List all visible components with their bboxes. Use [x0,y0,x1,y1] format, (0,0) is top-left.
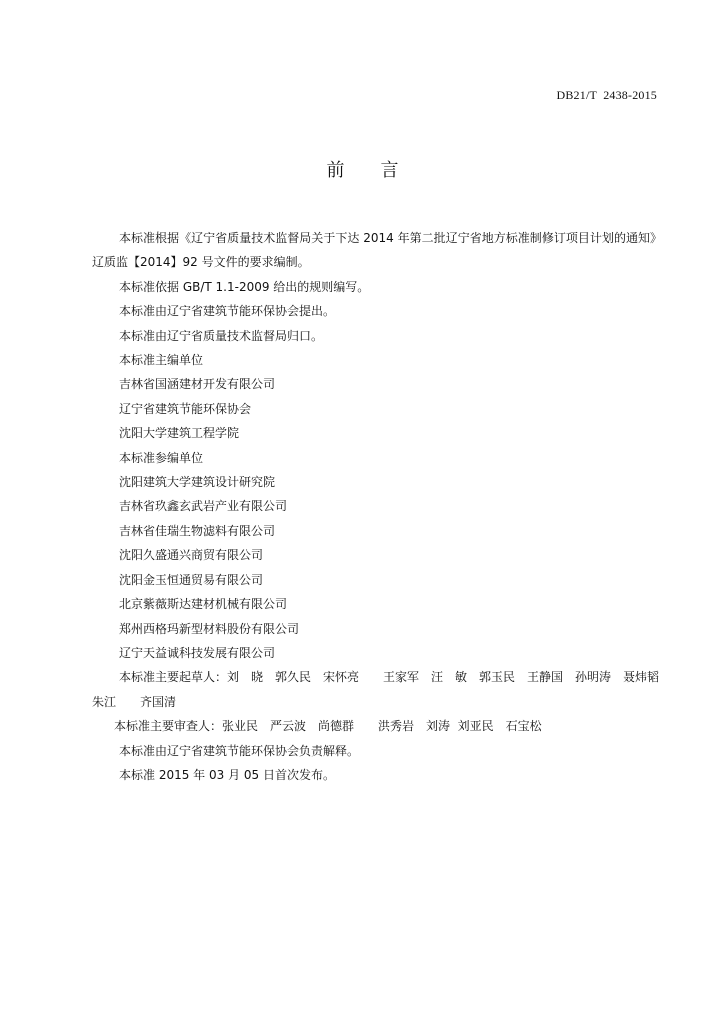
list-item-participating-unit: 沈阳金玉恒通贸易有限公司 [119,572,264,587]
standard-code: DB21/T 2438-2015 [556,88,657,102]
paragraph-rules: 本标准依据 GB/T 1.1-2009 给出的规则编写。 [119,279,370,294]
list-item-chief-unit: 辽宁省建筑节能环保协会 [119,401,252,416]
list-item-participating-unit: 沈阳建筑大学建筑设计研究院 [119,475,276,490]
paragraph-proposed-by: 本标准由辽宁省建筑节能环保协会提出。 [119,304,336,319]
list-item-participating-unit: 沈阳久盛通兴商贸有限公司 [119,548,264,563]
foreword-body [92,226,684,787]
list-item-participating-unit: 吉林省佳瑞生物滤料有限公司 [119,523,276,538]
list-item-chief-unit: 吉林省国涵建材开发有限公司 [119,377,276,392]
paragraph-interpretation: 本标准由辽宁省建筑节能环保协会负责解释。 [119,743,360,758]
list-item-participating-unit: 北京紫薇斯达建材机械有限公司 [119,597,288,612]
list-item-participating-unit: 辽宁天益诚科技发展有限公司 [119,645,276,660]
paragraph-chief-units-heading: 本标准主编单位 [119,353,204,368]
list-item-participating-unit: 郑州西格玛新型材料股份有限公司 [119,621,300,636]
paragraph-participating-units-heading: 本标准参编单位 [119,450,204,465]
page-title: 前言 [326,160,435,181]
paragraph-drafters: 本标准主要起草人：刘 晓 郭久民 宋怀亮 王家军 汪 敏 郭玉民 王静国 孙明涛 聂炜韬 朱江 齐国清 [92,670,684,709]
list-item-participating-unit: 吉林省玖鑫玄武岩产业有限公司 [119,499,288,514]
list-item-chief-unit: 沈阳大学建筑工程学院 [119,426,240,441]
paragraph-centralized-by: 本标准由辽宁省质量技术监督局归口。 [119,328,324,343]
paragraph-reviewers: 本标准主要审查人：张业民 严云波 尚德群 洪秀岩 刘涛 刘亚民 石宝松 [114,719,542,734]
paragraph-basis: 本标准根据《辽宁省质量技术监督局关于下达 2014 年第二批辽宁省地方标准制修订项目计划的通知》辽质监【2014】92 号文件的要求编制。 [92,231,662,270]
paragraph-release-date: 本标准 2015 年 03 月 05 日首次发布。 [119,767,335,782]
